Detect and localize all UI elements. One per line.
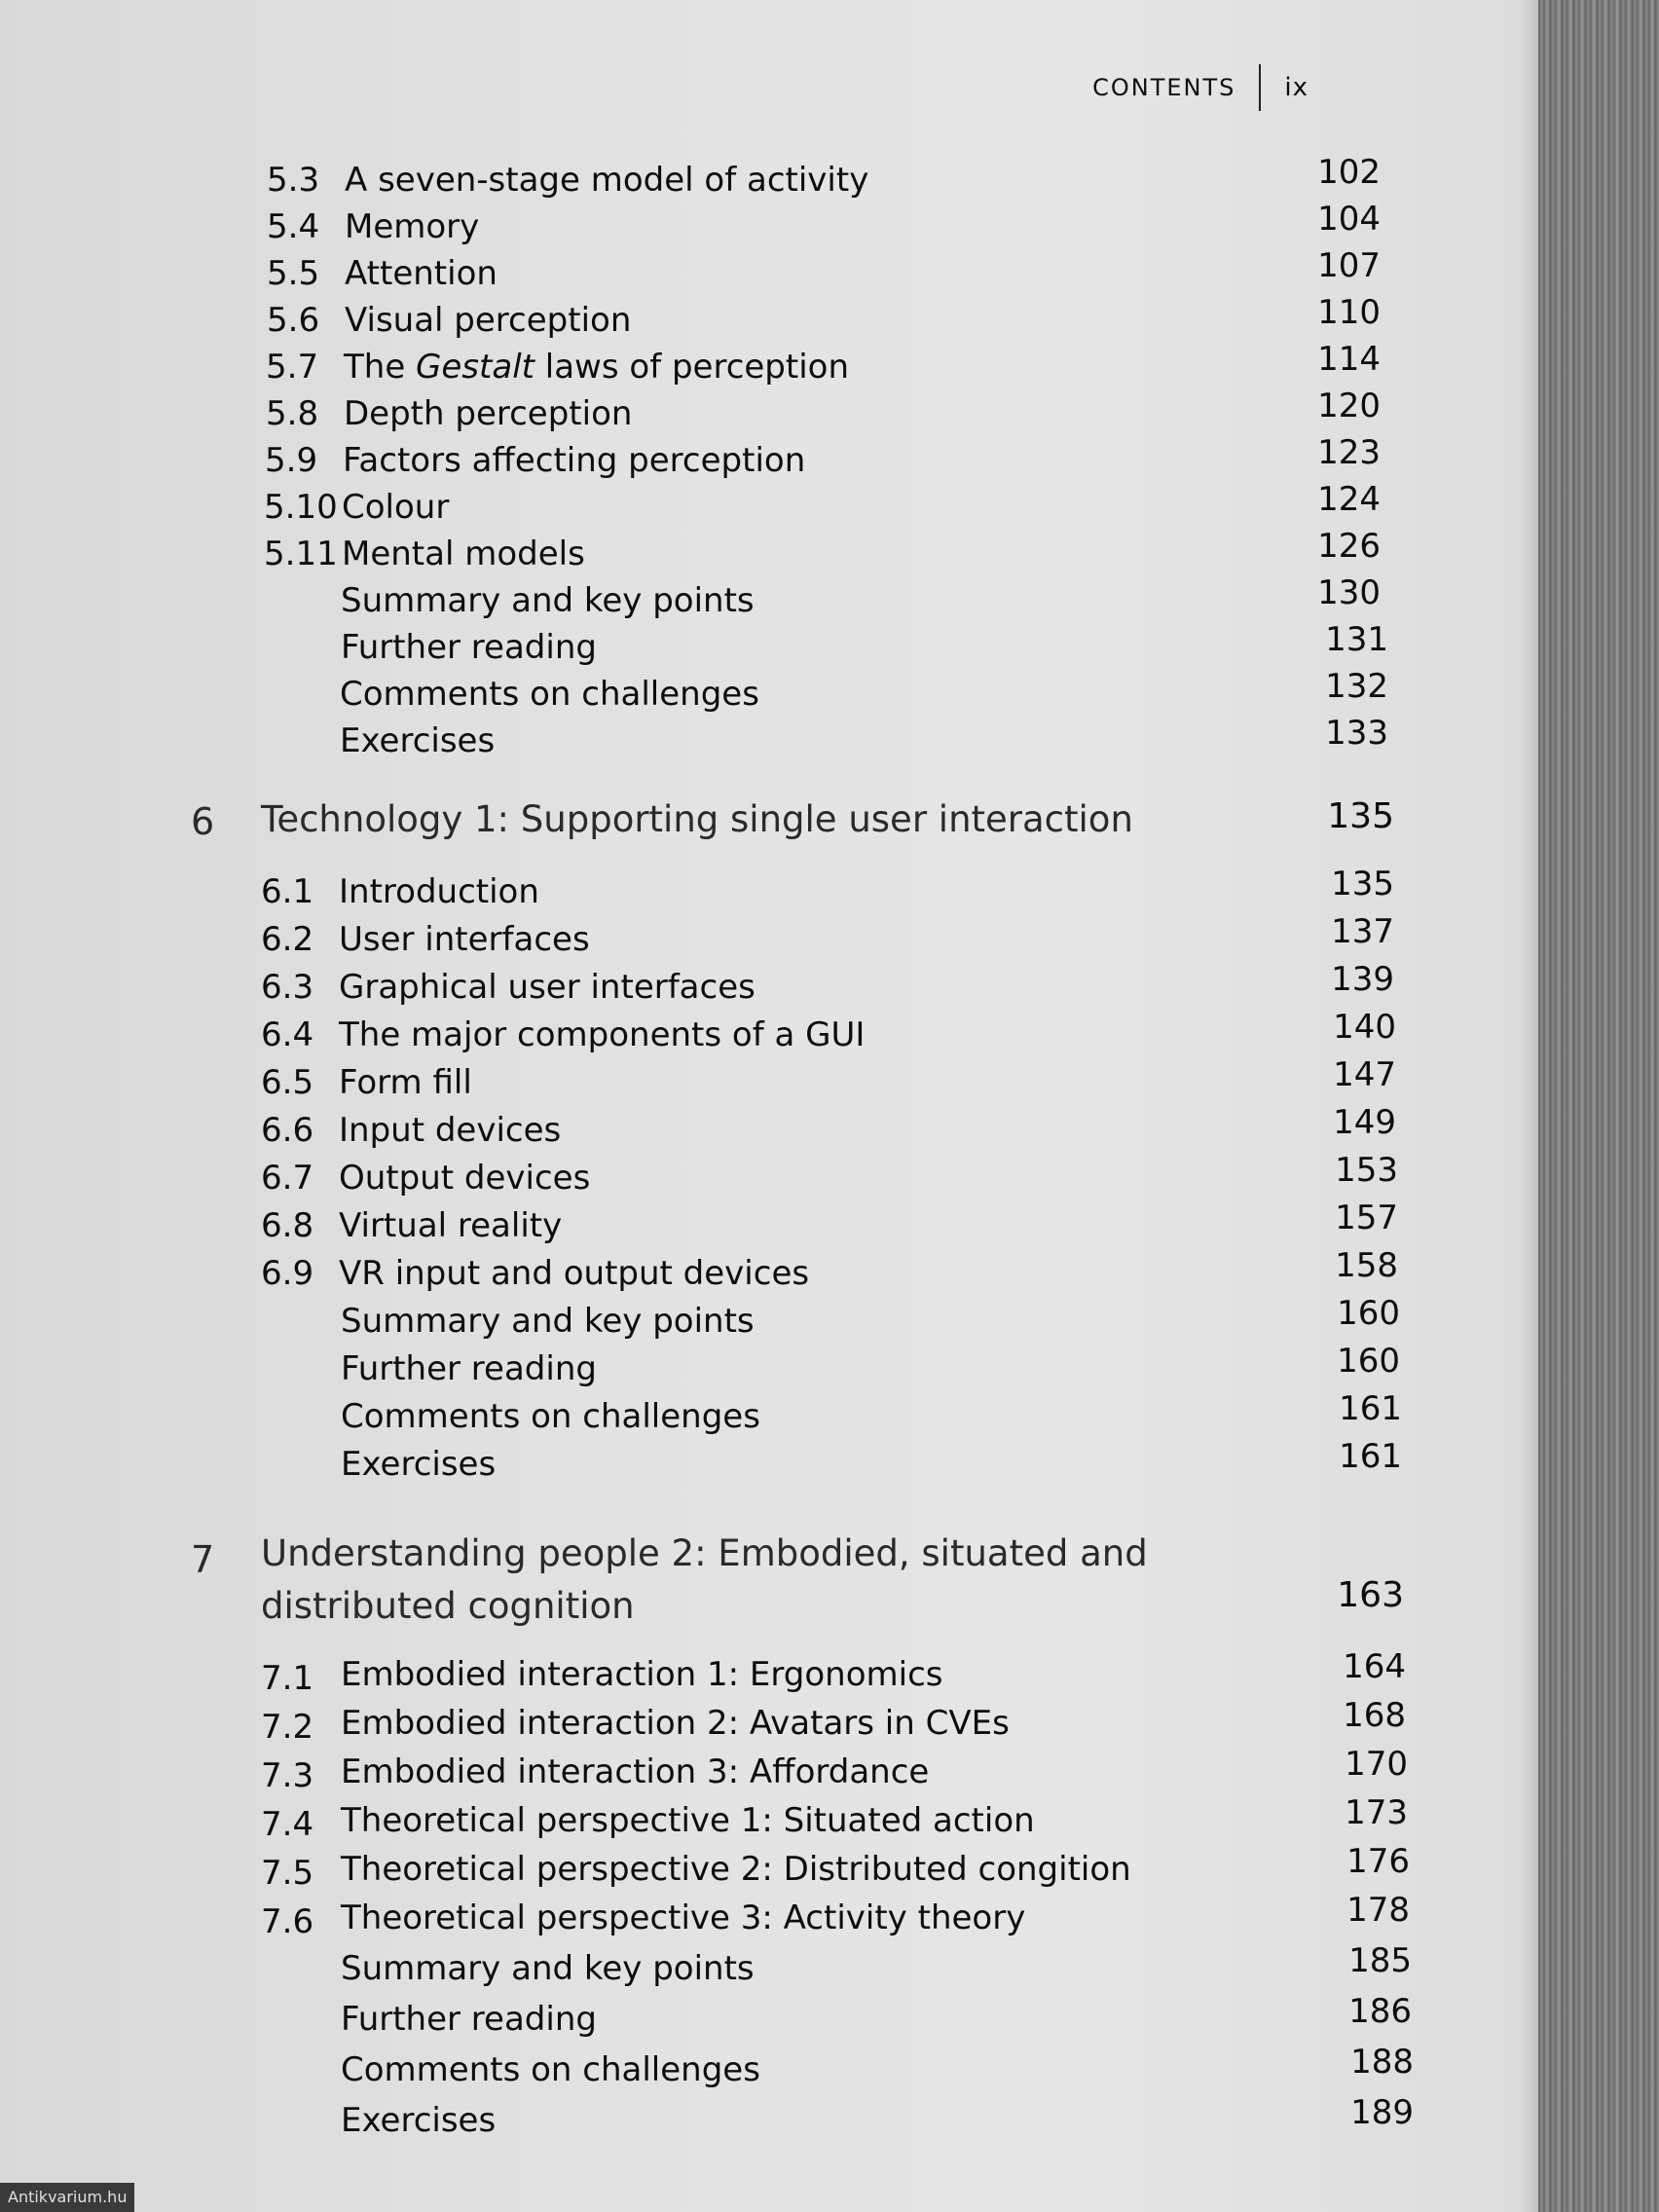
toc-entry-number: 7.3 <box>261 1756 314 1795</box>
chapter-title-line-1: Understanding people 2: Embodied, situated and <box>261 1532 1148 1574</box>
toc-entry-number: 6.3 <box>261 968 314 1007</box>
toc-entry-title: Comments on challenges <box>341 2050 760 2089</box>
toc-entry-number: 5.11 <box>264 535 338 573</box>
toc-entry-number: 6.7 <box>261 1159 314 1198</box>
toc-entry-page: 137 <box>1331 912 1394 951</box>
toc-entry-page: 139 <box>1331 960 1394 999</box>
toc-entry-page: 131 <box>1325 620 1388 659</box>
book-page-edges <box>1538 0 1659 2212</box>
toc-entry-number: 6.1 <box>261 872 314 911</box>
running-head-divider <box>1259 64 1261 111</box>
toc-entry-title: Embodied interaction 3: Affordance <box>341 1752 930 1791</box>
toc-entry-page: 135 <box>1331 865 1394 903</box>
toc-entry-page: 178 <box>1346 1891 1410 1930</box>
toc-entry-page: 110 <box>1317 293 1381 332</box>
chapter-page: 135 <box>1327 796 1394 836</box>
toc-entry-title: Embodied interaction 2: Avatars in CVEs <box>341 1704 1010 1743</box>
toc-entry-title: Summary and key points <box>341 1302 755 1341</box>
toc-entry-number: 6.9 <box>261 1254 314 1293</box>
toc-entry-number: 5.9 <box>265 441 318 480</box>
toc-entry-page: 158 <box>1335 1246 1398 1285</box>
toc-entry-page: 107 <box>1317 246 1381 285</box>
chapter-title-line-2: distributed cognition <box>261 1585 635 1627</box>
toc-entry-number: 7.5 <box>261 1854 314 1893</box>
toc-entry-title: Colour <box>342 488 450 527</box>
running-head <box>1092 68 1309 107</box>
toc-entry-page: 157 <box>1335 1198 1398 1237</box>
toc-entry-title: Exercises <box>341 2101 497 2140</box>
toc-entry-number: 5.3 <box>267 161 320 200</box>
toc-entry-title: Comments on challenges <box>340 675 759 714</box>
toc-entry-title: User interfaces <box>339 920 590 959</box>
toc-entry-title: Comments on challenges <box>341 1397 760 1436</box>
chapter-number: 6 <box>191 800 215 843</box>
toc-entry-page: 132 <box>1325 667 1388 706</box>
chapter-title: Technology 1: Supporting single user interaction <box>261 798 1133 840</box>
chapter-page: 163 <box>1337 1575 1404 1615</box>
toc-entry-title: Input devices <box>339 1111 562 1150</box>
page-number: ix <box>1284 73 1309 102</box>
toc-entry-title: Theoretical perspective 2: Distributed congition <box>341 1850 1131 1889</box>
toc-entry-number: 5.5 <box>267 254 320 293</box>
toc-entry-number: 7.6 <box>261 1902 314 1941</box>
toc-entry-page: 149 <box>1333 1103 1396 1142</box>
toc-entry-page: 133 <box>1325 714 1388 753</box>
toc-entry-title: Attention <box>345 254 498 293</box>
toc-entry-number: 6.6 <box>261 1111 314 1150</box>
toc-entry-title: Summary and key points <box>341 581 755 620</box>
title-part: laws of perception <box>534 348 850 387</box>
toc-entry-page: 160 <box>1337 1342 1400 1381</box>
toc-entry-number: 6.8 <box>261 1206 314 1245</box>
toc-entry-title <box>344 348 849 387</box>
title-emphasis: Gestalt <box>416 348 535 387</box>
toc-entry-title: Further reading <box>341 628 597 667</box>
toc-entry-title: Summary and key points <box>341 1949 755 1988</box>
toc-entry-number: 6.4 <box>261 1015 314 1054</box>
toc-entry-number: 7.2 <box>261 1708 314 1747</box>
toc-entry-title: Output devices <box>339 1159 591 1198</box>
toc-entry-title: VR input and output devices <box>339 1254 810 1293</box>
toc-entry-page: 161 <box>1339 1389 1402 1428</box>
toc-entry-page: 147 <box>1333 1055 1396 1094</box>
toc-entry-title: Graphical user interfaces <box>339 968 756 1007</box>
toc-entry-number: 5.6 <box>267 301 320 340</box>
toc-entry-page: 124 <box>1317 480 1381 519</box>
toc-entry-title: Mental models <box>342 535 585 573</box>
title-part: The <box>344 348 417 387</box>
toc-entry-page: 173 <box>1345 1793 1408 1832</box>
toc-entry-number: 6.2 <box>261 920 314 959</box>
toc-entry-title: Depth perception <box>344 394 633 433</box>
watermark: Antikvarium.hu <box>0 2183 134 2212</box>
toc-entry-title: Further reading <box>341 1349 597 1388</box>
toc-entry-page: 176 <box>1346 1842 1410 1881</box>
toc-entry-page: 102 <box>1317 153 1381 192</box>
toc-entry-title: Form fill <box>339 1063 472 1102</box>
toc-entry-title: Exercises <box>341 1445 497 1484</box>
toc-entry-page: 123 <box>1317 433 1381 472</box>
toc-entry-page: 153 <box>1335 1151 1398 1190</box>
toc-entry-title: Theoretical perspective 1: Situated action <box>341 1801 1035 1840</box>
toc-entry-page: 185 <box>1348 1941 1412 1980</box>
toc-entry-page: 140 <box>1333 1008 1396 1047</box>
toc-entry-title: Factors affecting perception <box>343 441 806 480</box>
toc-entry-page: 104 <box>1317 200 1381 239</box>
toc-entry-title: Exercises <box>340 721 496 760</box>
toc-entry-title: Embodied interaction 1: Ergonomics <box>341 1655 943 1694</box>
toc-entry-title: A seven-stage model of activity <box>345 161 869 200</box>
toc-entry-page: 126 <box>1317 527 1381 566</box>
toc-entry-title: Visual perception <box>345 301 632 340</box>
toc-entry-page: 120 <box>1317 387 1381 425</box>
toc-entry-number: 7.4 <box>261 1805 314 1844</box>
toc-entry-title: Theoretical perspective 3: Activity theory <box>341 1899 1026 1937</box>
toc-entry-title: Virtual reality <box>339 1206 563 1245</box>
toc-entry-title: Further reading <box>341 2000 597 2039</box>
toc-entry-number: 6.5 <box>261 1063 314 1102</box>
toc-entry-page: 186 <box>1348 1992 1412 2031</box>
toc-entry-number: 5.7 <box>266 348 319 387</box>
toc-entry-page: 161 <box>1339 1437 1402 1476</box>
chapter-number: 7 <box>191 1538 215 1581</box>
toc-entry-page: 164 <box>1343 1647 1406 1686</box>
toc-entry-number: 5.10 <box>264 488 338 527</box>
toc-entry-title: Introduction <box>339 872 539 911</box>
toc-entry-number: 7.1 <box>261 1659 314 1698</box>
toc-entry-page: 168 <box>1343 1696 1406 1735</box>
toc-entry-page: 160 <box>1337 1294 1400 1333</box>
toc-entry-title: Memory <box>345 207 480 246</box>
toc-entry-page: 114 <box>1317 340 1381 379</box>
toc-entry-page: 130 <box>1317 573 1381 612</box>
toc-entry-number: 5.8 <box>266 394 319 433</box>
toc-entry-page: 188 <box>1350 2043 1414 2082</box>
toc-entry-number: 5.4 <box>267 207 320 246</box>
toc-entry-title: The major components of a GUI <box>339 1015 866 1054</box>
toc-entry-page: 189 <box>1350 2093 1414 2132</box>
running-head-label: CONTENTS <box>1092 74 1236 101</box>
toc-entry-page: 170 <box>1345 1745 1408 1784</box>
